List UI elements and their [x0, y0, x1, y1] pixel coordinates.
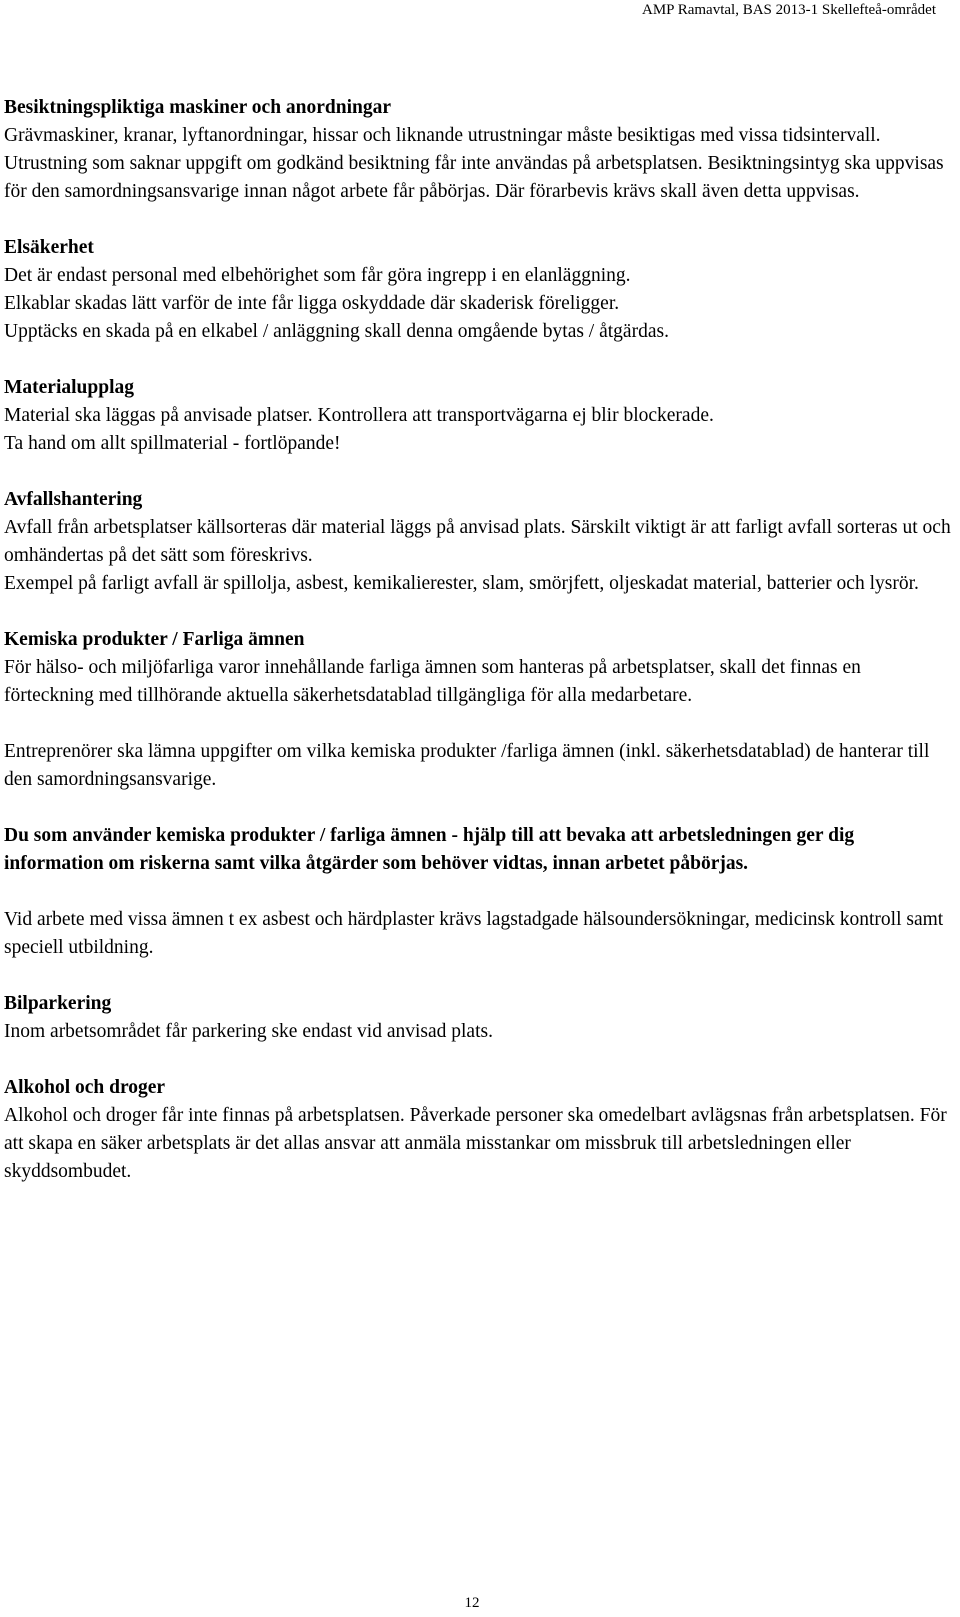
section-heading: Elsäkerhet: [4, 237, 94, 258]
section-besiktning: [4, 94, 954, 206]
kemiska-bold-notice: Du som använder kemiska produkter / farliga ämnen - hjälp till att bevaka att arbetsledningen ger dig information om riskerna samt vilka åtgärder som behöver vidtas, innan arbetet påbörjas.: [4, 825, 855, 874]
section-heading: Kemiska produkter / Farliga ämnen: [4, 629, 305, 650]
section-heading: Bilparkering: [4, 993, 112, 1014]
section-line: Det är endast personal med elbehörighet som får göra ingrepp i en elanläggning.: [4, 265, 631, 286]
section-line: Material ska läggas på anvisade platser. Kontrollera att transportvägarna ej blir blockerade.: [4, 405, 714, 426]
section-paragraph: Exempel på farligt avfall är spillolja, asbest, kemikalierester, slam, smörjfett, oljeskadat material, batterier och lysrör.: [4, 573, 919, 594]
kemiska-entreprenorer-paragraph: Entreprenörer ska lämna uppgifter om vilka kemiska produkter /farliga ämnen (inkl. säkerhetsdatablad) de hanterar till den samordningsansvarige.: [4, 741, 930, 790]
section-heading: Avfallshantering: [4, 489, 143, 510]
section-text: Inom arbetsområdet får parkering ske endast vid anvisad plats.: [4, 1021, 493, 1042]
section-kemiska-produkter: [4, 626, 954, 710]
section-line: Upptäcks en skada på en elkabel / anläggning skall denna omgående bytas / åtgärdas.: [4, 321, 669, 342]
section-materialupplag: [4, 374, 954, 458]
section-avfallshantering: [4, 486, 954, 598]
section-heading: Materialupplag: [4, 377, 134, 398]
running-header: AMP Ramavtal, BAS 2013-1 Skellefteå-området: [642, 2, 936, 18]
section-line: Elkablar skadas lätt varför de inte får ligga oskyddade där skaderisk föreligger.: [4, 293, 620, 314]
section-text: Grävmaskiner, kranar, lyftanordningar, hissar och liknande utrustningar måste besiktigas med vissa tidsintervall. Utrustning som saknar uppgift om godkänd besiktning får inte användas på arbetsplatsen. Besiktningsintyg ska uppvisas för den samordningsansvarige innan något arbete får påbörjas. Där förarbevis krävs skall även detta uppvisas.: [4, 125, 944, 202]
section-elsakerhet: [4, 234, 954, 346]
section-line: Ta hand om allt spillmaterial - fortlöpande!: [4, 433, 341, 454]
section-heading: Besiktningspliktiga maskiner och anordningar: [4, 97, 392, 118]
page-number: 12: [464, 1595, 480, 1611]
section-bilparkering: [4, 990, 954, 1046]
kemiska-halsoundersokning-paragraph: Vid arbete med vissa ämnen t ex asbest och härdplaster krävs lagstadgade hälsoundersökningar, medicinsk kontroll samt speciell utbildning.: [4, 909, 944, 958]
section-paragraph: Avfall från arbetsplatser källsorteras där material läggs på anvisad plats. Särskilt viktigt är att farligt avfall sorteras ut och omhändertas på det sätt som föreskrivs.: [4, 517, 951, 566]
section-heading: Alkohol och droger: [4, 1077, 166, 1098]
document-body: [4, 94, 954, 1214]
section-paragraph: För hälso- och miljöfarliga varor innehållande farliga ämnen som hanteras på arbetsplatser, skall det finnas en förteckning med tillhörande aktuella säkerhetsdatablad tillgängliga för alla medarbetare.: [4, 657, 861, 706]
section-text: Alkohol och droger får inte finnas på arbetsplatsen. Påverkade personer ska omedelbart avlägsnas från arbetsplatsen. För att skapa en säker arbetsplats är det allas ansvar att anmäla misstankar om missbruk till arbetsledningen eller skyddsombudet.: [4, 1105, 947, 1182]
section-alkohol-droger: [4, 1074, 954, 1186]
